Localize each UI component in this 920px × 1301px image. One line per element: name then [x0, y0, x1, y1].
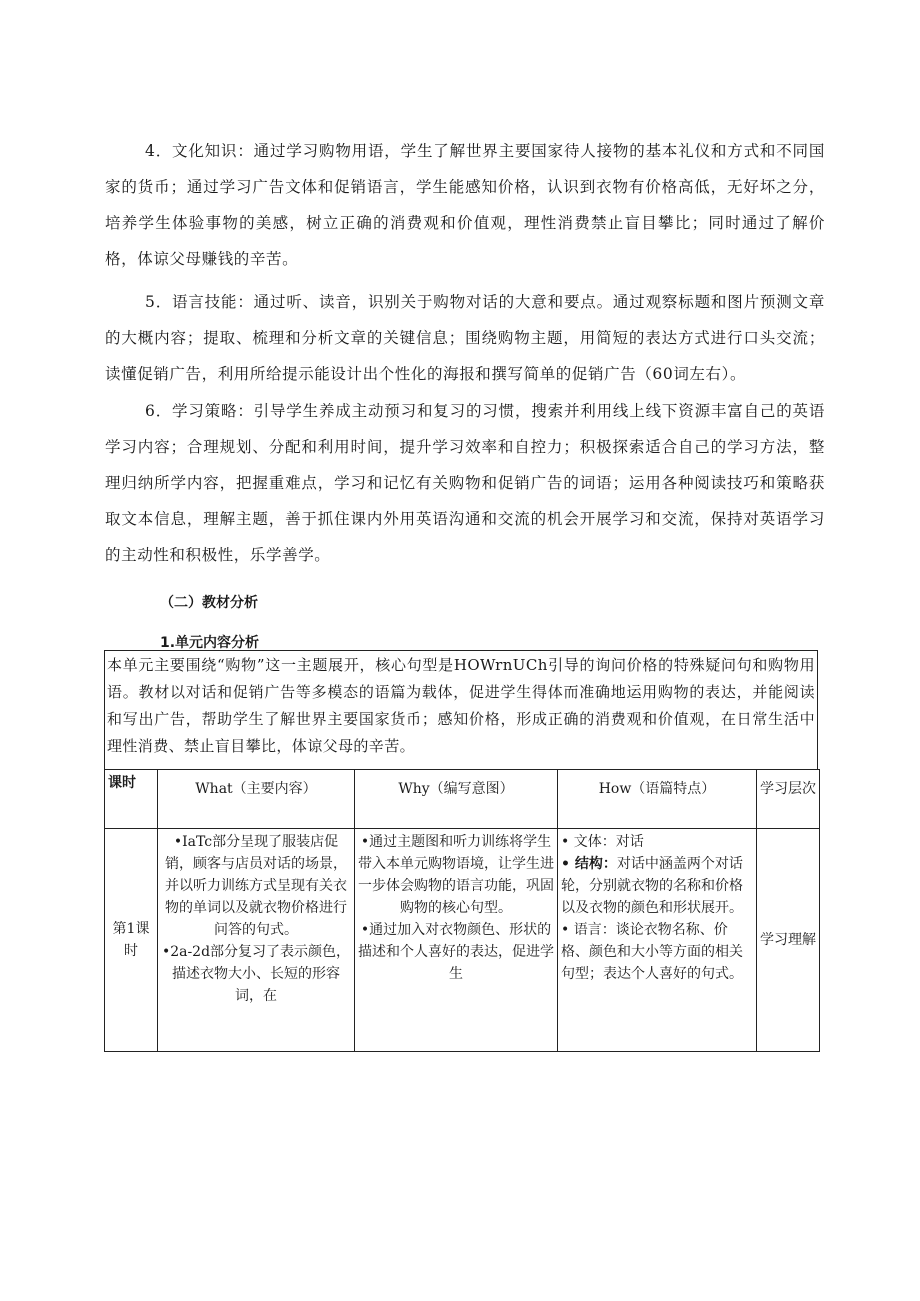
cell-why: [355, 829, 558, 1052]
how-bullet-genre: • 文体：对话: [561, 834, 644, 850]
how-structure-label: • 结构：: [561, 856, 617, 872]
cell-how: [558, 829, 757, 1052]
what-bullet-1: •IaTc部分呈现了服装店促销，顾客与店员对话的场景，并以听力训练方式呈现有关衣物的单词以及就衣物价格进行问答的句式。: [165, 834, 347, 938]
header-why: Why（编写意图）: [355, 770, 558, 829]
cell-level: 学习理解: [757, 829, 820, 1052]
cell-period: 第1课时: [105, 829, 158, 1052]
table-header-row: [105, 770, 820, 829]
lesson-analysis-table: [104, 769, 820, 1052]
unit-summary-box: 本单元主要围绕“购物”这一主题展开，核心句型是HOWrnUCh引导的询问价格的特殊疑问句和购物用语。教材以对话和促销广告等多模态的语篇为载体，促进学生得体而准确地运用购物的表达，并能阅读和写出广告，帮助学生了解世界主要国家货币；感知价格，形成正确的消费观和价值观，在日常生活中理性消费、禁止盲目攀比，体谅父母的辛苦。: [104, 650, 818, 770]
cell-what: [158, 829, 355, 1052]
why-bullet-1: •通过主题图和听力训练将学生带入本单元购物语境，让学生进一步体会购物的语言功能，巩固购物的核心句型。: [358, 834, 554, 916]
paragraph-culture-knowledge: 4．文化知识：通过学习购物用语，学生了解世界主要国家待人接物的基本礼仪和方式和不同国家的货币；通过学习广告文体和促销语言，学生能感知价格，认识到衣物有价格高低，无好坏之分，培养学生体验事物的美感，树立正确的消费观和价值观，理性消费禁止盲目攀比；同时通过了解价格，体谅父母赚钱的辛苦。: [105, 142, 825, 268]
paragraph-learning-strategy: 6．学习策略：引导学生养成主动预习和复习的习惯，搜索并利用线上线下资源丰富自己的英语学习内容；合理规划、分配和利用时间，提升学习效率和自控力；积极探索适合自己的学习方法，整理归纳所学内容，把握重难点，学习和记忆有关购物和促销广告的词语；运用各种阅读技巧和策略获取文本信息，理解主题，善于抓住课内外用英语沟通和交流的机会开展学习和交流，保持对英语学习的主动性和积极性，乐学善学。: [105, 402, 825, 564]
section-heading-textbook-analysis: （二）教材分析: [160, 595, 258, 611]
how-bullet-structure: [561, 853, 753, 919]
subheading-unit-content-analysis: 1.单元内容分析: [160, 635, 260, 651]
how-structure-text: 对话中涵盖两个对话轮，分别就衣物的名称和价格以及衣物的颜色和形状展开。: [561, 856, 743, 916]
what-bullet-2: •2a-2d部分复习了表示颜色，描述衣物大小、长短的形容词，在: [161, 944, 351, 1004]
paragraph-language-skills: 5．语言技能：通过听、读音，识别关于购物对话的大意和要点。通过观察标题和图片预测文章的大概内容；提取、梳理和分析文章的关键信息；围绕购物主题，用简短的表达方式进行口头交流；读懂促销广告，利用所给提示能设计出个性化的海报和撰写简单的促销广告（60词左右）。: [105, 293, 825, 383]
header-period: 课时: [105, 770, 158, 829]
how-bullet-language: • 语言：谈论衣物名称、价格、颜色和大小等方面的相关句型；表达个人喜好的句式。: [561, 922, 743, 982]
header-what: What（主要内容）: [158, 770, 355, 829]
header-level: 学习层次: [757, 770, 820, 829]
header-how: How（语篇特点）: [558, 770, 757, 829]
why-bullet-2: •通过加入对衣物颜色、形状的描述和个人喜好的表达，促进学生: [358, 922, 554, 982]
table-row: [105, 829, 820, 1052]
